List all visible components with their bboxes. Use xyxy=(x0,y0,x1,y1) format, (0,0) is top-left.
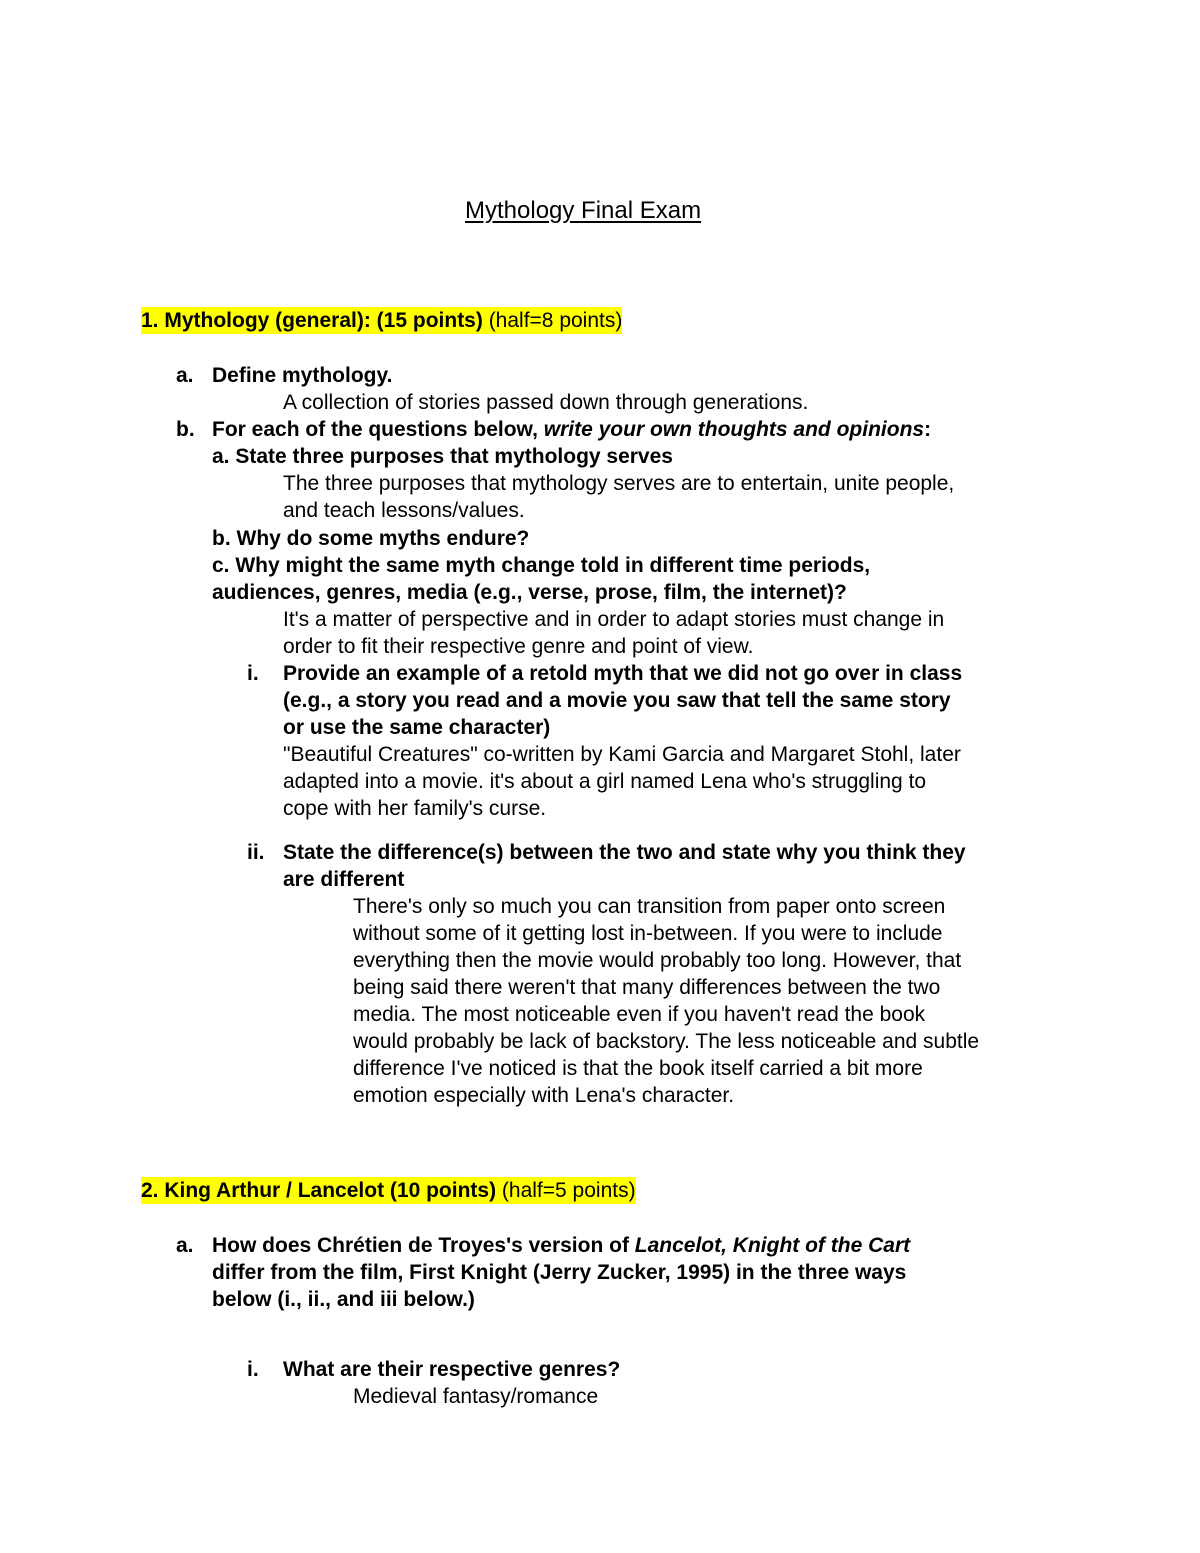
section-2-item-a-text: How does Chrétien de Troyes's version of xyxy=(212,1234,635,1257)
section-2-roman-i-marker: i. xyxy=(247,1358,259,1381)
roman-ii-answer-line: everything then the movie would probably too long. However, that xyxy=(353,949,962,972)
roman-i-answer-line: cope with her family's curse. xyxy=(283,797,547,820)
section-1-title: 1. Mythology (general): (15 points) xyxy=(141,309,483,332)
item-b-question-colon: : xyxy=(924,418,932,441)
subitem-c-answer-line: It's a matter of perspective and in order to adapt stories must change in xyxy=(283,608,945,631)
section-2-roman-i-question: What are their respective genres? xyxy=(283,1358,621,1381)
section-2-item-a-question-line: differ from the film, First Knight (Jerry Zucker, 1995) in the three ways xyxy=(212,1261,907,1284)
section-1-half-points: (half=8 points) xyxy=(482,309,623,332)
subitem-c-question-line: c. Why might the same myth change told in different time periods, xyxy=(212,554,871,577)
section-2-item-a-marker: a. xyxy=(176,1234,194,1257)
section-1-heading xyxy=(141,307,622,334)
subitem-b-question: b. Why do some myths endure? xyxy=(212,527,530,550)
roman-ii-answer-line: would probably be lack of backstory. The less noticeable and subtle xyxy=(353,1030,980,1053)
roman-i-marker: i. xyxy=(247,662,259,685)
roman-ii-question-line: State the difference(s) between the two and state why you think they xyxy=(283,841,966,864)
subitem-c-answer-line: order to fit their respective genre and point of view. xyxy=(283,635,754,658)
item-b-question xyxy=(212,416,931,443)
roman-ii-answer-line: There's only so much you can transition from paper onto screen xyxy=(353,895,946,918)
roman-ii-answer-line: difference I've noticed is that the book itself carried a bit more xyxy=(353,1057,923,1080)
subitem-a-question: a. State three purposes that mythology serves xyxy=(212,445,673,468)
roman-i-question-line: Provide an example of a retold myth that we did not go over in class xyxy=(283,662,963,685)
roman-ii-question-line: are different xyxy=(283,868,405,891)
section-2-title: 2. King Arthur / Lancelot (10 points) xyxy=(141,1179,497,1202)
subitem-a-answer-line: and teach lessons/values. xyxy=(283,499,525,522)
section-2-roman-i-answer: Medieval fantasy/romance xyxy=(353,1385,599,1408)
roman-ii-answer-line: being said there weren't that many differences between the two xyxy=(353,976,941,999)
section-2-heading xyxy=(141,1177,636,1204)
subitem-a-answer-line: The three purposes that mythology serves are to entertain, unite people, xyxy=(283,472,955,495)
section-2-item-a-question-line xyxy=(212,1232,910,1259)
item-a-marker: a. xyxy=(176,364,194,387)
roman-ii-answer-line: without some of it getting lost in-between. If you were to include xyxy=(353,922,943,945)
page-title: Mythology Final Exam xyxy=(465,197,702,224)
item-a-question: Define mythology. xyxy=(212,364,393,387)
item-b-marker: b. xyxy=(176,418,195,441)
section-2-half-points: (half=5 points) xyxy=(496,1179,636,1202)
roman-ii-answer-line: emotion especially with Lena's character. xyxy=(353,1084,735,1107)
item-b-question-text: For each of the questions below, xyxy=(212,418,544,441)
item-b-question-emphasis: write your own thoughts and opinions xyxy=(543,418,925,441)
subitem-c-question-line: audiences, genres, media (e.g., verse, prose, film, the internet)? xyxy=(212,581,847,604)
item-a-answer: A collection of stories passed down through generations. xyxy=(283,391,809,414)
roman-i-question-line: or use the same character) xyxy=(283,716,551,739)
roman-i-answer-line: "Beautiful Creatures" co-written by Kami Garcia and Margaret Stohl, later xyxy=(283,743,961,766)
roman-i-question-line: (e.g., a story you read and a movie you saw that tell the same story xyxy=(283,689,951,712)
section-2-item-a-work-title: Lancelot, Knight of the Cart xyxy=(634,1234,911,1257)
section-2-item-a-question-line: below (i., ii., and iii below.) xyxy=(212,1288,475,1311)
roman-ii-answer-line: media. The most noticeable even if you haven't read the book xyxy=(353,1003,926,1026)
roman-ii-marker: ii. xyxy=(247,841,265,864)
roman-i-answer-line: adapted into a movie. it's about a girl named Lena who's struggling to xyxy=(283,770,927,793)
